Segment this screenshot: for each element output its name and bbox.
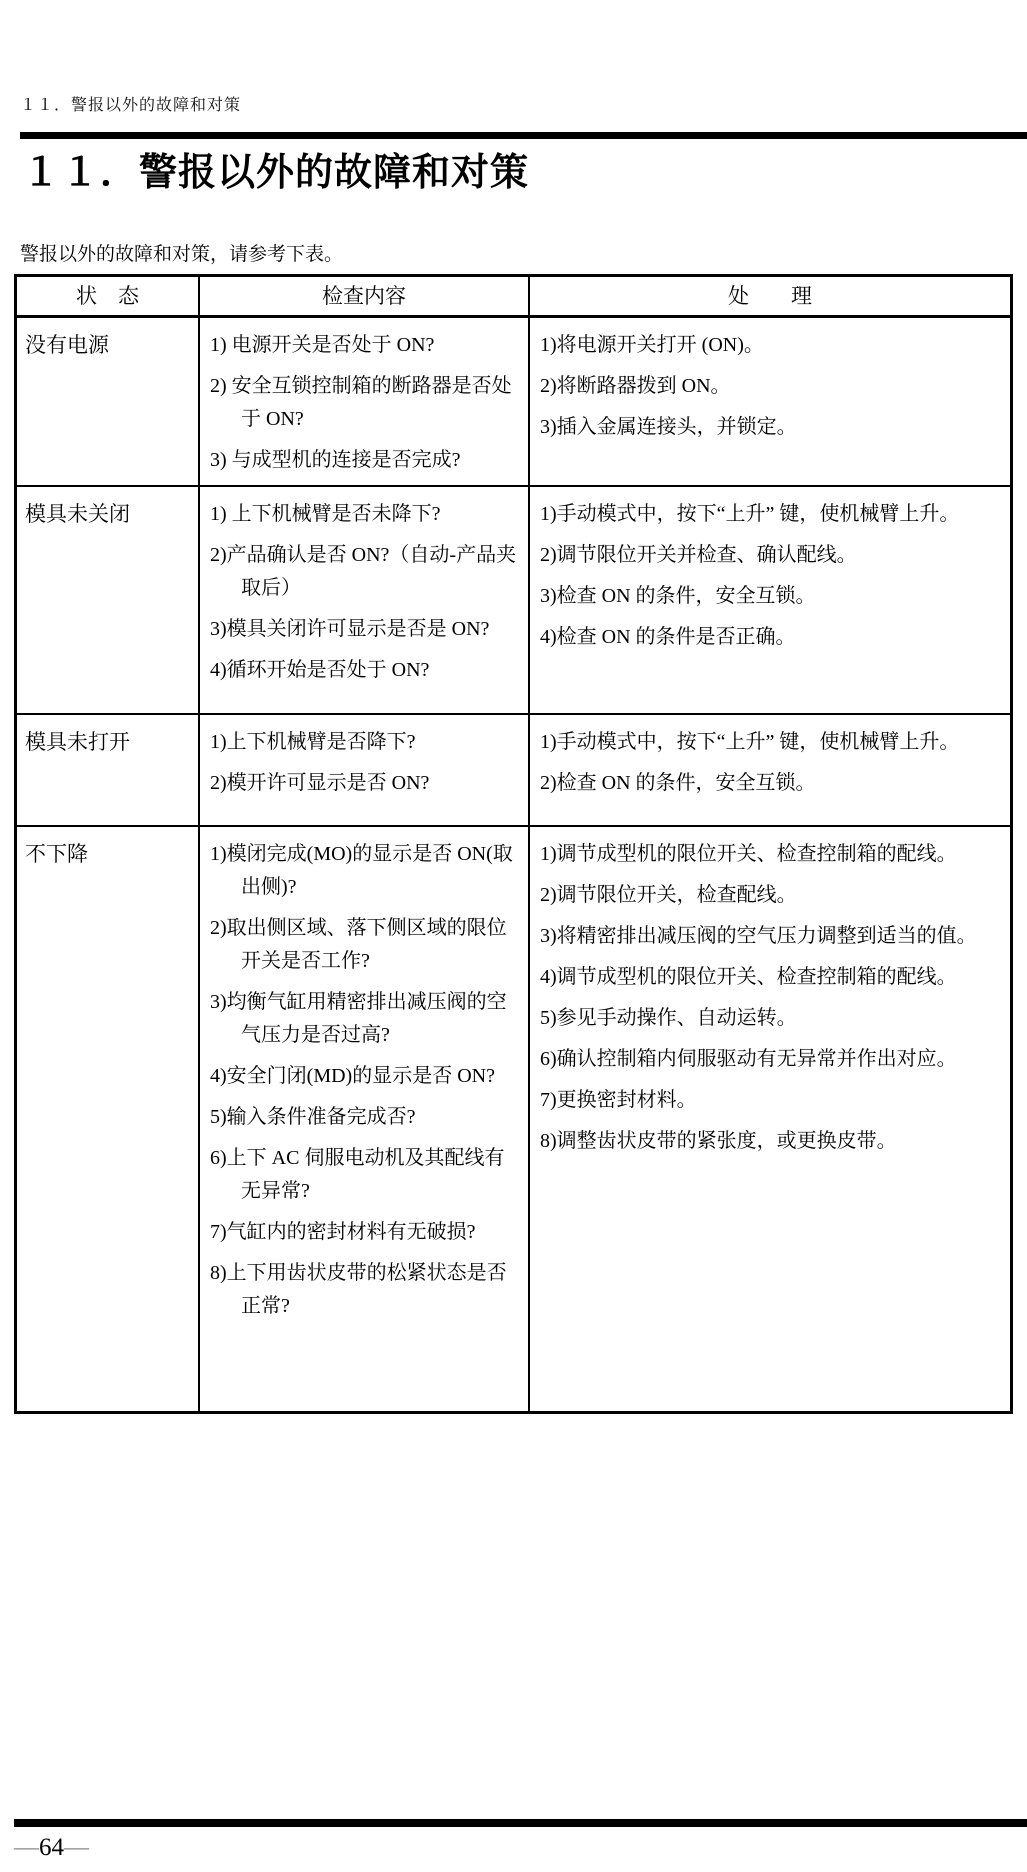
action-item: 3)将精密排出减压阀的空气压力调整到适当的值。 [540,925,977,947]
check-item: 4)安全门闭(MD)的显示是否 ON? [210,1065,495,1087]
check-item: 2) 安全互锁控制箱的断路器是否处于 ON? [210,375,512,430]
running-head: １１．警报以外的故障和对策 [20,97,242,114]
actions-cell [528,715,1010,825]
checks-cell [198,318,528,485]
checks-cell [198,487,528,713]
action-item: 3)检查 ON 的条件，安全互锁。 [540,585,816,607]
status-cell: 模具未关闭 [25,502,130,526]
action-item: 1)将电源开关打开 (ON)。 [540,334,764,356]
action-item: 2)调节限位开关，检查配线。 [540,884,797,906]
check-item: 1) 电源开关是否处于 ON? [210,334,435,356]
check-item: 2)模开许可显示是否 ON? [210,772,430,794]
actions-cell [528,827,1010,1411]
actions-cell [528,487,1010,713]
actions-cell [528,318,1010,485]
action-item: 1)手动模式中，按下“上升” 键，使机械臂上升。 [540,503,960,525]
action-item: 1)手动模式中，按下“上升” 键，使机械臂上升。 [540,731,960,753]
status-cell: 没有电源 [25,333,109,357]
intro-text: 警报以外的故障和对策，请参考下表。 [20,244,344,265]
action-item: 1)调节成型机的限位开关、检查控制箱的配线。 [540,843,957,865]
check-item: 3)均衡气缸用精密排出减压阀的空气压力是否过高? [210,991,507,1046]
action-item: 2)调节限位开关并检查、确认配线。 [540,544,857,566]
status-cell: 不下降 [25,842,88,866]
check-item: 3)模具关闭许可显示是否是 ON? [210,618,490,640]
action-item: 6)确认控制箱内伺服驱动有无异常并作出对应。 [540,1048,957,1070]
action-item: 4)检查 ON 的条件是否正确。 [540,626,796,648]
action-item: 7)更换密封材料。 [540,1089,697,1111]
action-item: 3)插入金属连接头，并锁定。 [540,416,797,438]
action-item: 5)参见手动操作、自动运转。 [540,1007,797,1029]
table-body [17,318,1010,1411]
action-item: 4)调节成型机的限位开关、检查控制箱的配线。 [540,966,957,988]
table-row [17,318,1010,485]
action-item: 2)将断路器拨到 ON。 [540,375,731,397]
footer-rule [14,1819,1027,1827]
table-row [17,485,1010,713]
check-item: 1)模闭完成(MO)的显示是否 ON(取出侧)? [210,843,513,898]
action-item: 8)调整齿状皮带的紧张度，或更换皮带。 [540,1130,897,1152]
check-item: 6)上下 AC 伺服电动机及其配线有无异常? [210,1147,505,1202]
page-number-value: 64 [39,1834,64,1861]
header-rule [20,132,1027,139]
check-item: 5)输入条件准备完成否? [210,1106,416,1128]
check-item: 2)产品确认是否 ON?（自动-产品夹取后） [210,544,517,599]
table-row [17,713,1010,825]
page-title: １１．警报以外的故障和对策 [22,152,530,194]
column-header-checks: 检查内容 [198,277,528,315]
page-number-left-dash: — [14,1834,39,1861]
check-item: 3) 与成型机的连接是否完成? [210,449,461,471]
page-number [14,1834,89,1862]
checks-cell [198,827,528,1411]
status-cell: 模具未打开 [25,730,130,754]
table-row [17,825,1010,1411]
action-item: 2)检查 ON 的条件，安全互锁。 [540,772,816,794]
check-item: 1)上下机械臂是否降下? [210,731,416,753]
page-number-right-dash: — [64,1834,89,1861]
check-item: 2)取出侧区域、落下侧区域的限位开关是否工作? [210,917,507,972]
column-header-actions: 处 理 [528,277,1010,315]
check-item: 7)气缸内的密封材料有无破损? [210,1221,476,1243]
check-item: 8)上下用齿状皮带的松紧状态是否正常? [210,1262,507,1317]
column-header-status: 状 态 [76,284,139,308]
check-item: 1) 上下机械臂是否未降下? [210,503,441,525]
trouble-table [14,274,1013,1414]
table-header-row [17,277,1010,318]
checks-cell [198,715,528,825]
check-item: 4)循环开始是否处于 ON? [210,659,430,681]
